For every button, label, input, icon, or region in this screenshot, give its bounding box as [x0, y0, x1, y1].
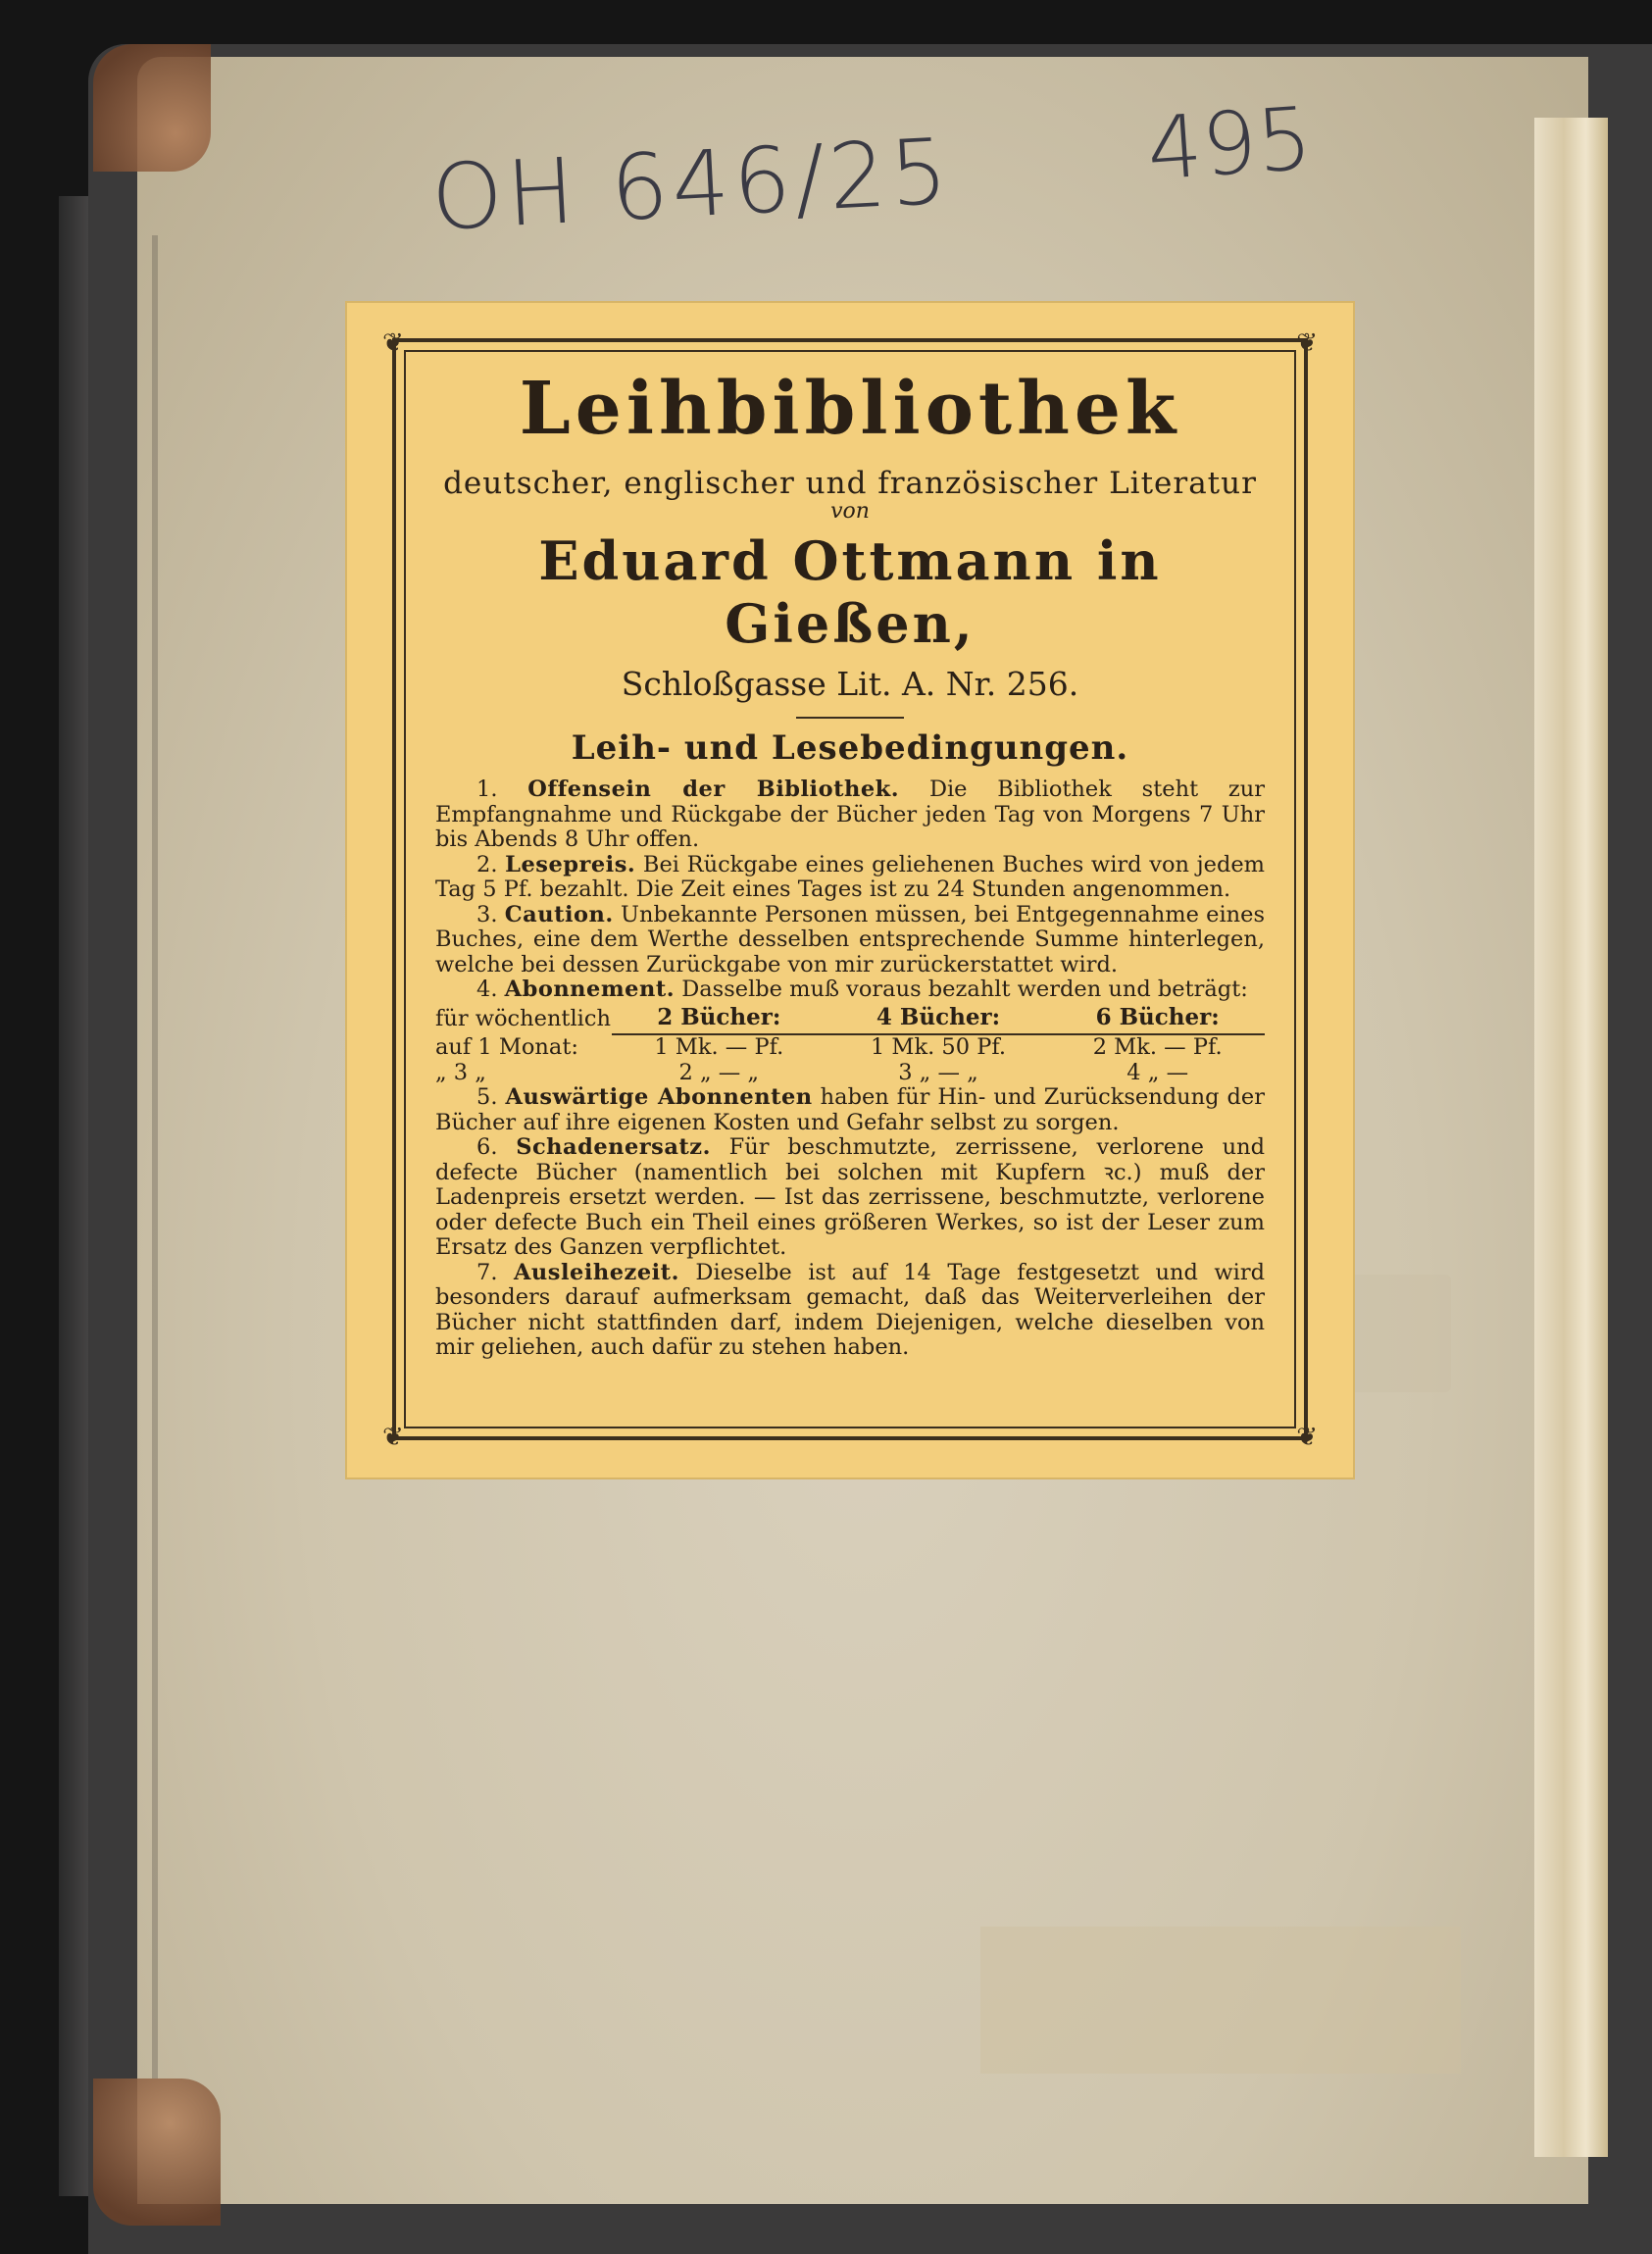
label-von: von — [830, 499, 870, 524]
subscription-header: 4 Bücher: — [826, 1005, 1051, 1035]
leather-corner-bottom — [93, 2079, 221, 2226]
subscription-row-label: für wöchentlich — [435, 1006, 611, 1031]
rule-1: 1. Offensein der Bibliothek. Die Bibliothek steht zur Empfangnahme und Rückgabe der Bücher jeden Tag von Morgens 7 Uhr bis Abends 8 Uhr offen. — [435, 776, 1266, 852]
handwritten-shelfmark: OH 646/25 — [428, 119, 954, 251]
rule-2: 2. Lesepreis. Bei Rückgabe eines geliehenen Buches wird von jedem Tag 5 Pf. bezahlt. Die Zeit eines Tages ist zu 24 Stunden angenommen. — [435, 851, 1265, 902]
page-block-edge — [1534, 118, 1608, 2157]
rule-5: 5. Auswärtige Abonnenten haben für Hin- und Zurücksendung der Bücher auf ihre eigenen Kosten und Gefahr selbst zu sorgen. — [435, 1084, 1266, 1135]
subscription-period: auf 1 Monat: — [435, 1033, 578, 1060]
subscription-header: 2 Bücher: — [612, 1005, 826, 1035]
corner-ornament-icon: ❦ — [1296, 1423, 1318, 1452]
library-label — [345, 301, 1355, 1479]
label-subtitle: deutscher, englischer und französischer Literatur — [443, 466, 1257, 501]
rule-6: 6. Schadenersatz. Für beschmutzte, zerrissene, verlorene und defecte Bücher (namentlich bei solchen mit Kupfern ꝛc.) muß der Ladenpreis ersetzt werden. — Ist das zerrissene, beschmutzte, verlorene oder defecte Buch ein Theil eines größeren Werkes, so ist der Leser zum Ersatz des Ganzen verpflichtet. — [435, 1134, 1266, 1260]
subscription-price: 4 „ — — [1126, 1059, 1189, 1085]
subscription-price: 2 Mk. — Pf. — [1092, 1034, 1223, 1060]
subscription-price: 1 Mk. 50 Pf. — [870, 1034, 1007, 1060]
corner-ornament-icon: ❦ — [1296, 328, 1318, 358]
subscription-price: 2 „ — „ — [678, 1059, 760, 1085]
rule-3: 3. Caution. Unbekannte Personen müssen, bei Entgegennahme eines Buches, eine dem Werthe desselben entsprechende Summe hinterlegen, welche bei dessen Zurückgabe von mir zurückerstattet wird. — [435, 901, 1266, 977]
handwritten-accession-number: 495 — [1143, 87, 1316, 200]
label-divider — [796, 717, 904, 719]
subscription-table — [435, 1005, 1265, 1086]
subscription-price: 1 Mk. — Pf. — [654, 1034, 784, 1060]
label-title: Leihbibliothek — [519, 367, 1181, 451]
corner-ornament-icon: ❦ — [382, 1423, 404, 1452]
label-owner: Eduard Ottmann in Gießen, — [538, 529, 1162, 655]
label-content — [435, 362, 1265, 1421]
subscription-row — [435, 1061, 1265, 1086]
conditions-list — [435, 777, 1265, 1361]
subscription-header-row — [435, 1005, 1265, 1035]
cover-edge-line — [152, 235, 158, 2079]
label-address: Schloßgasse Lit. A. Nr. 256. — [621, 665, 1079, 703]
leather-corner-top — [93, 44, 211, 172]
subscription-price: 3 „ — „ — [898, 1059, 978, 1085]
tape-residue — [980, 1927, 1461, 2074]
rule-7: 7. Ausleihezeit. Dieselbe ist auf 14 Tage festgesetzt und wird besonders darauf aufmerksam gemacht, daß das Weiterverleihen der Bücher nicht stattfinden darf, indem Diejenigen, welche dieselben von mir geliehen, auch dafür zu stehen haben. — [435, 1259, 1265, 1360]
corner-ornament-icon: ❦ — [382, 328, 404, 358]
conditions-heading: Leih- und Lesebedingungen. — [571, 728, 1129, 768]
subscription-header: 6 Bücher: — [1050, 1005, 1265, 1035]
subscription-row — [435, 1034, 1265, 1061]
subscription-period: „ 3 „ — [435, 1059, 486, 1085]
rule-4: 4. Abonnement. Dasselbe muß voraus bezahlt werden und beträgt: — [476, 977, 1248, 1002]
